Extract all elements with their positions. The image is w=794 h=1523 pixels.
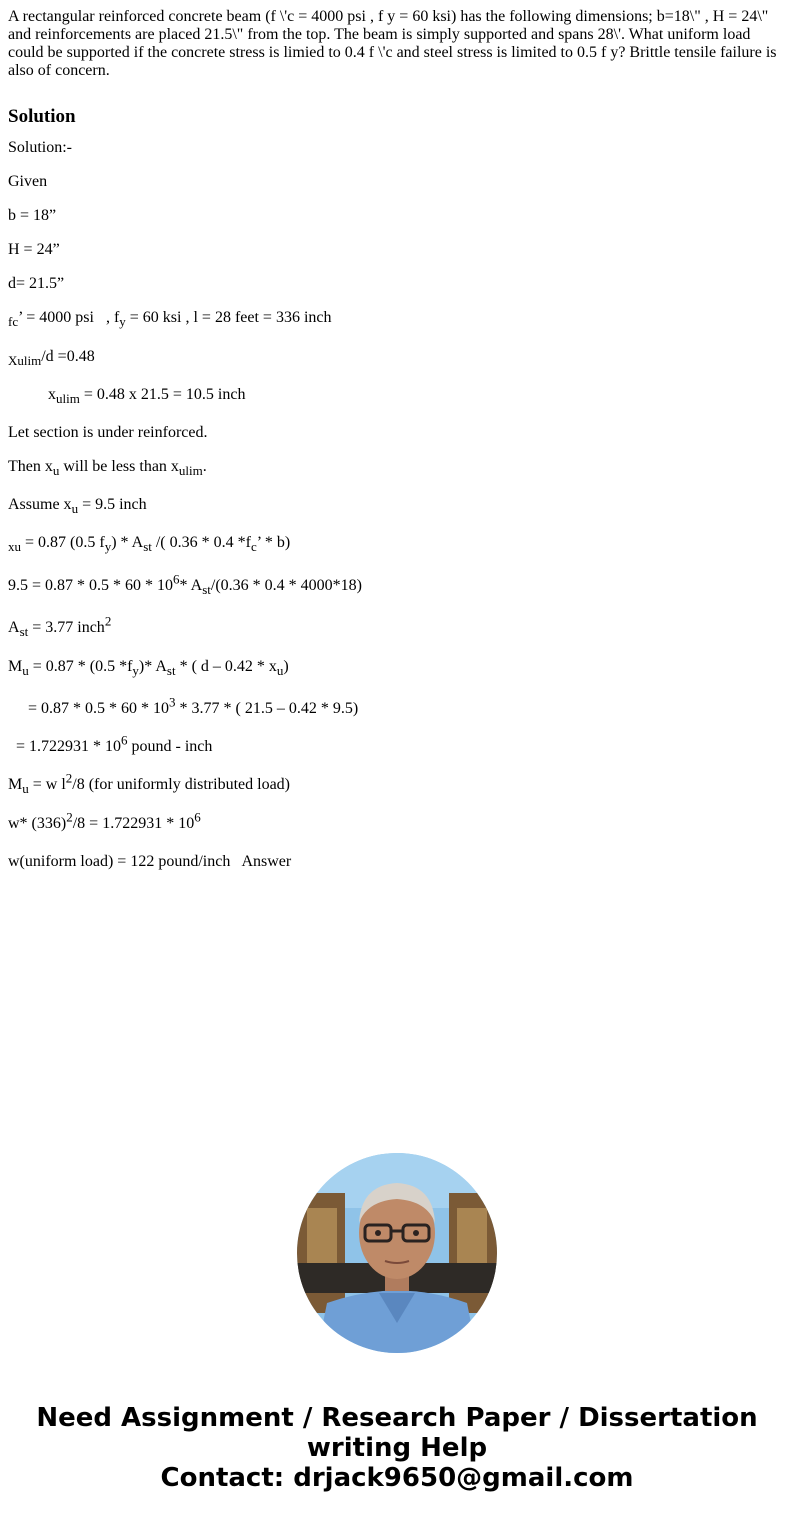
xu-formula-b: ) * A <box>111 534 144 551</box>
udl-a: M <box>8 776 23 793</box>
mu-formula <box>8 657 289 677</box>
xu-condition-c: . <box>202 458 207 475</box>
document-body <box>8 8 786 870</box>
fc-sub: fc <box>8 314 19 330</box>
udl-b: = w l <box>28 776 66 793</box>
xu-formula-d: ’ * b) <box>256 534 291 551</box>
answer-line: w(uniform load) = 122 pound/inch Answer <box>8 853 292 870</box>
xu-sub-a: 9.5 = 0.87 * 0.5 * 60 * 10 <box>8 577 174 594</box>
given-h: H = 24” <box>8 241 60 258</box>
footer-contact-email: Contact: drjack9650@gmail.com <box>160 1463 634 1493</box>
xu-condition <box>8 457 207 477</box>
mu-xu-sub: u <box>276 663 284 679</box>
xu-formula-a: = 0.87 (0.5 f <box>21 534 105 551</box>
xu-formula-fc-sub: c <box>250 539 257 555</box>
mu-value-a: = 1.722931 * 10 <box>8 738 122 755</box>
assume-xu <box>8 495 147 515</box>
mu-substitution <box>8 694 359 719</box>
mu-fy-sub: y <box>132 663 139 679</box>
given-label: Given <box>8 173 48 190</box>
xulim-ratio-text: /d =0.48 <box>41 348 95 365</box>
mu-value <box>8 732 213 757</box>
mu-a: M <box>8 658 23 675</box>
mu-sub-a: = 0.87 * 0.5 * 60 * 10 <box>8 700 170 717</box>
given-material-props <box>8 308 332 328</box>
udl-c: /8 (for uniformly distributed load) <box>72 776 290 793</box>
w-eq-exp1: 2 <box>66 809 73 825</box>
mu-value-b: pound - inch <box>127 738 213 755</box>
xu-sub-c: /(0.36 * 0.4 * 4000*18) <box>210 577 362 594</box>
author-photo-avatar <box>297 1153 497 1353</box>
mu-e: ) <box>283 658 289 675</box>
mu-sub-exp: 3 <box>169 694 176 710</box>
xu-formula-ast-sub: st <box>143 539 152 555</box>
ast-result <box>8 613 112 640</box>
xulim-sub: Xulim <box>8 353 42 369</box>
mu-b: = 0.87 * (0.5 *f <box>28 658 133 675</box>
xu-condition-b: will be less than x <box>59 458 179 475</box>
ast-exp: 2 <box>104 613 112 629</box>
w-eq-exp2: 6 <box>194 809 201 825</box>
udl-exp: 2 <box>65 770 73 786</box>
mu-sub: u <box>22 663 29 679</box>
xu-sub-exp: 6 <box>173 571 180 587</box>
xulim-ratio <box>8 347 95 367</box>
ast-a: A <box>8 619 20 636</box>
given-b: b = 18” <box>8 207 57 224</box>
xu-condition-a: Then x <box>8 458 53 475</box>
assume-xu-b: = 9.5 inch <box>78 496 147 513</box>
w-eq-a: w* (336) <box>8 815 67 832</box>
xulim-x: x <box>48 386 56 403</box>
solution-label: Solution:- <box>8 139 73 156</box>
w-eq-b: /8 = 1.722931 * 10 <box>72 815 195 832</box>
xu-sub-ast-sub: st <box>202 582 211 598</box>
xu-substitution <box>8 571 362 598</box>
mu-sub-b: * 3.77 * ( 21.5 – 0.42 * 9.5) <box>175 700 359 717</box>
under-reinforced-note: Let section is under reinforced. <box>8 424 208 441</box>
udl-sub: u <box>22 781 29 797</box>
xu-formula-fy-sub: y <box>104 539 112 555</box>
xu-formula <box>8 533 290 553</box>
xu-formula-sub: xu <box>8 539 21 555</box>
ast-b: = 3.77 inch <box>28 619 105 636</box>
mu-c: )* A <box>138 658 167 675</box>
ast-sub: st <box>19 624 29 640</box>
fy-text: = 60 ksi , l = 28 feet = 336 inch <box>125 309 332 326</box>
xulim-value-sub: ulim <box>56 391 80 407</box>
udl-moment-formula <box>8 770 290 797</box>
mu-ast-sub: st <box>166 663 176 679</box>
portrait-illustration <box>297 1153 497 1353</box>
footer-contact-banner <box>0 1403 794 1493</box>
xulim-value <box>48 385 245 405</box>
question-text: A rectangular reinforced concrete beam (f \'c = 4000 psi , f y = 60 ksi) has the following dimensions; b=18\" , H = 24\" and reinforcements are placed 21.5\" from the top. The beam is simply supported and spans 28\'. What uniform load could be supported if the concrete stress is limied to 0.4 f \'c and steel stress is limited to 0.5 f y? Brittle tensile failure is also of concern. <box>8 8 777 79</box>
xu-sub-b: * A <box>179 577 203 594</box>
xu-formula-c: /( 0.36 * 0.4 *f <box>151 534 251 551</box>
xu-condition-sub2: ulim <box>178 463 203 479</box>
fc-text: ’ = 4000 psi , f <box>18 309 120 326</box>
xu-condition-sub1: u <box>52 463 60 479</box>
mu-value-exp: 6 <box>121 732 128 748</box>
xulim-value-text: = 0.48 x 21.5 = 10.5 inch <box>79 386 246 403</box>
mu-d: * ( d – 0.42 * x <box>175 658 277 675</box>
fy-sub: y <box>119 314 126 330</box>
w-equation <box>8 809 201 834</box>
given-d: d= 21.5” <box>8 275 65 292</box>
assume-xu-sub: u <box>71 501 79 517</box>
solution-heading: Solution <box>8 106 76 127</box>
footer-line-2: writing Help <box>306 1433 488 1463</box>
footer-line-1: Need Assignment / Research Paper / Dissertation <box>36 1403 758 1433</box>
assume-xu-a: Assume x <box>8 496 72 513</box>
